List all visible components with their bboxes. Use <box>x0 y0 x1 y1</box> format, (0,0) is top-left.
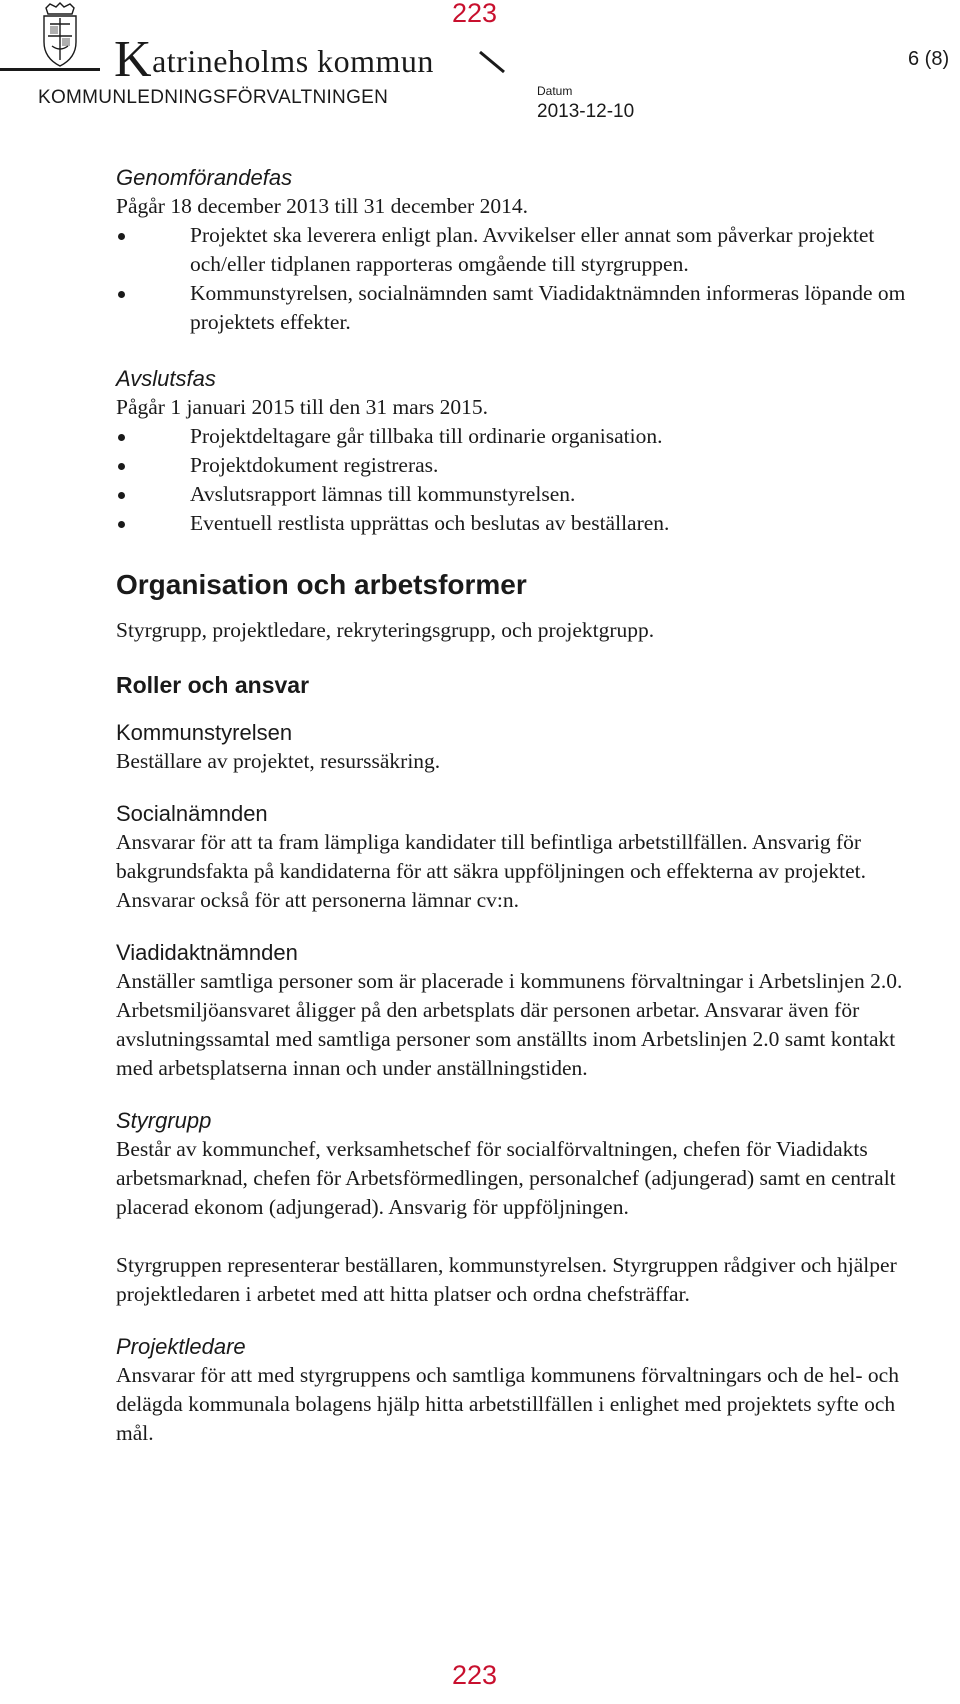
genomforande-list <box>116 221 916 337</box>
avslut-period: Pågår 1 januari 2015 till den 31 mars 2015. <box>116 395 488 419</box>
heading-kommunstyrelsen: Kommunstyrelsen <box>116 720 293 745</box>
date-label: Datum <box>537 84 573 98</box>
genomforande-period: Pågår 18 december 2013 till 31 december 2014. <box>116 194 528 218</box>
list-item: Projektet ska leverera enligt plan. Avvikelser eller annat som påverkar projektet och/eller tidplanen rapporteras omgående till styrgruppen. <box>116 221 916 279</box>
styrgrupp-text-1: Består av kommunchef, verksamhetschef för socialförvaltningen, chefen för Viadidakts arbetsmarknad, chefen för Arbetsförmedlingen, personalchef (adjungerad) samt en centralt placerad ekonom (adjungerad). Ansvarig för uppföljningen. <box>116 1137 896 1219</box>
kommunstyrelsen-text: Beställare av projektet, resurssäkring. <box>116 749 441 773</box>
list-item: Eventuell restlista upprättas och beslutas av beställaren. <box>116 509 916 538</box>
document-body <box>116 164 916 1448</box>
projektledare-text: Ansvarar för att med styrgruppens och samtliga kommunens förvaltningars och de hel- och delägda kommunala bolagens hjälp hitta arbetstillfällen i enlighet med projektets syfte och mål. <box>116 1363 899 1445</box>
municipality-name <box>114 30 434 88</box>
list-item: Kommunstyrelsen, socialnämnden samt Viadidaktnämnden informeras löpande om projektets effekter. <box>116 279 916 337</box>
logo-slash-icon <box>478 50 508 74</box>
avslut-list <box>116 422 916 538</box>
heading-genomforandefas: Genomförandefas <box>116 165 293 190</box>
municipality-name-initial: K <box>114 31 153 88</box>
municipality-crest-icon <box>36 2 84 74</box>
viadidaktnamnden-text: Anställer samtliga personer som är placerade i kommunens förvaltningar i Arbetslinjen 2.0. Arbetsmiljöansvaret åligger på den arbetsplats där personen arbetar. Ansvarar även för avslutningssamtal med samtliga personer som anställts inom Arbetslinjen 2.0 samt kontakt med arbetsplatserna innan och under anställningstiden. <box>116 969 903 1080</box>
header-rule <box>0 68 100 71</box>
heading-viadidaktnamnden: Viadidaktnämnden <box>116 940 298 965</box>
list-item: Projektdeltagare går tillbaka till ordinarie organisation. <box>116 422 916 451</box>
page-stamp-bottom: 223 <box>452 1660 498 1690</box>
heading-roller: Roller och ansvar <box>116 672 310 698</box>
styrgrupp-text-2: Styrgruppen representerar beställaren, kommunstyrelsen. Styrgruppen rådgiver och hjälper projektledaren i arbetet med att hitta platser och ordna chefsträffar. <box>116 1253 897 1306</box>
socialnamnden-text: Ansvarar för att ta fram lämpliga kandidater till befintliga arbetstillfällen. Ansvarig för bakgrundsfakta på kandidaterna för att säkra uppföljningen och effekterna av projektet. Ansvarar också för att personerna lämnar cv:n. <box>116 830 867 912</box>
list-item: Projektdokument registreras. <box>116 451 916 480</box>
page-number: 6 (8) <box>908 48 950 70</box>
heading-avslutsfas: Avslutsfas <box>116 366 216 391</box>
heading-socialnamnden: Socialnämnden <box>116 801 268 826</box>
municipality-name-rest: atrineholms kommun <box>152 43 434 79</box>
heading-styrgrupp: Styrgrupp <box>116 1108 212 1133</box>
date-value: 2013-12-10 <box>537 101 635 122</box>
list-item: Avslutsrapport lämnas till kommunstyrelsen. <box>116 480 916 509</box>
heading-projektledare: Projektledare <box>116 1334 246 1359</box>
heading-organisation: Organisation och arbetsformer <box>116 569 527 600</box>
organisation-text: Styrgrupp, projektledare, rekryteringsgrupp, och projektgrupp. <box>116 618 655 642</box>
page-stamp-top: 223 <box>452 0 498 28</box>
department-name: KOMMUNLEDNINGSFÖRVALTNINGEN <box>38 87 389 108</box>
